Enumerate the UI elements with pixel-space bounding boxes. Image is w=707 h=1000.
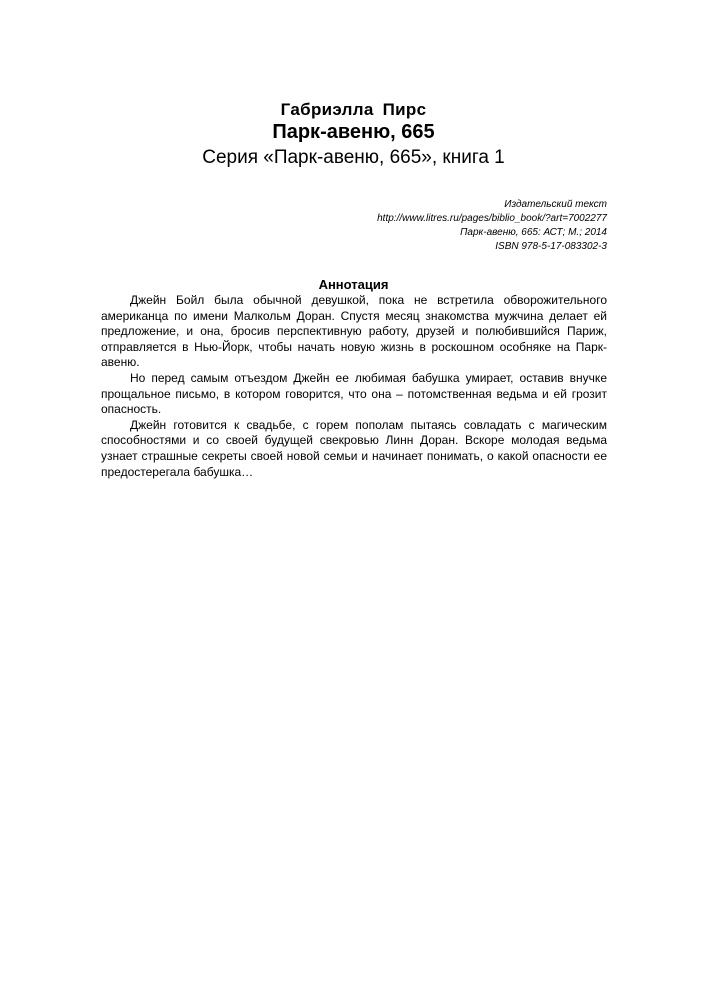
book-series: Серия «Парк-авеню, 665», книга 1 bbox=[202, 147, 505, 168]
annotation-body bbox=[101, 293, 607, 480]
book-title: Парк-авеню, 665 bbox=[272, 121, 435, 143]
annotation-paragraph: Джейн готовится к свадьбе, с горем пополам пытаясь совладать с магическим способностями и со своей будущей свекровью Линн Доран. Вскоре молодая ведьма узнает страшные секреты своей новой семьи и начинает понимать, о какой опасности ее предостерегала бабушка… bbox=[101, 417, 607, 479]
book-author: Габриэлла Пирс bbox=[280, 100, 427, 119]
publisher-info-isbn: ISBN 978-5-17-083302-3 bbox=[495, 241, 607, 252]
publisher-info-imprint: Парк-авеню, 665: АСТ; М.; 2014 bbox=[460, 227, 607, 238]
annotation-heading: Аннотация bbox=[318, 277, 389, 292]
annotation-paragraph: Джейн Бойл была обычной девушкой, пока не встретила обворожительного американца по имени Малкольм Доран. Спустя месяц знакомства мужчина делает ей предложение, и она, бросив перспективную работу, друзей и полюбившийся Париж, отправляется в Нью-Йорк, чтобы начать новую жизнь в роскошном особняке на Парк-авеню. bbox=[101, 293, 607, 370]
publisher-info-url: http://www.litres.ru/pages/biblio_book/?art=7002277 bbox=[377, 213, 607, 224]
publisher-info-label: Издательский текст bbox=[504, 199, 607, 210]
publisher-info bbox=[207, 198, 607, 254]
annotation-paragraph: Но перед самым отъездом Джейн ее любимая бабушка умирает, оставив внучке прощальное письмо, в котором говорится, что она – потомственная ведьма и ей грозит опасность. bbox=[101, 370, 607, 417]
